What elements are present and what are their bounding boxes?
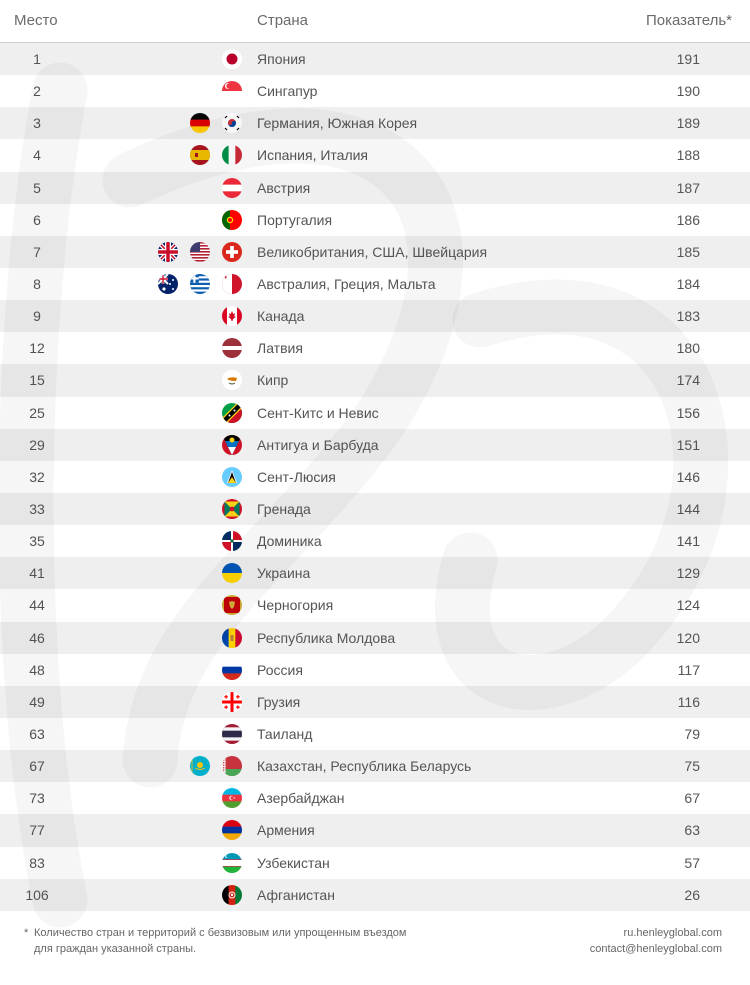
country-cell: Украина — [257, 565, 311, 582]
country-cell: Гренада — [257, 500, 311, 517]
country-cell: Кипр — [257, 372, 289, 389]
score-cell: 186 — [676, 211, 700, 228]
flag-lc-icon — [222, 467, 242, 487]
email-link[interactable]: contact@henleyglobal.com — [589, 943, 722, 955]
rank-cell: 41 — [29, 565, 45, 582]
contacts — [590, 925, 722, 957]
table-row — [0, 525, 750, 557]
country-cell: Португалия — [257, 211, 333, 228]
flag-af-icon — [222, 885, 242, 905]
score-cell: 129 — [676, 565, 700, 582]
flag-kz-icon — [190, 756, 210, 776]
rank-cell: 32 — [29, 468, 45, 485]
rank-cell: 15 — [29, 372, 45, 389]
flag-az-icon — [222, 788, 242, 808]
header-score: Показатель* — [645, 12, 732, 29]
score-cell: 146 — [676, 468, 700, 485]
country-cell: Таиланд — [257, 725, 313, 742]
rank-cell: 1 — [33, 51, 41, 67]
flag-jp-icon — [222, 49, 242, 69]
table-row — [0, 557, 750, 589]
score-cell: 79 — [684, 725, 700, 742]
rank-cell: 3 — [33, 115, 41, 132]
flag-ge-icon — [222, 692, 242, 712]
rank-cell: 67 — [29, 758, 45, 775]
country-cell: Канада — [257, 308, 305, 325]
country-cell: Черногория — [257, 597, 334, 614]
table-header — [0, 0, 750, 43]
table-row — [0, 750, 750, 782]
header-rank: Место — [14, 12, 58, 29]
footnote-line-1: Количество стран и территорий с безвизовым или упрощенным въездом — [34, 927, 407, 939]
country-cell: Испания, Италия — [257, 147, 369, 164]
rank-cell: 4 — [33, 147, 41, 164]
score-cell: 156 — [676, 404, 700, 421]
score-cell: 183 — [676, 308, 700, 325]
footnote-line-2: для граждан указанной страны. — [34, 943, 197, 955]
score-cell: 75 — [684, 758, 700, 775]
flag-md-icon — [222, 628, 242, 648]
country-cell: Республика Молдова — [257, 629, 396, 646]
score-cell: 184 — [676, 275, 700, 292]
flag-gd-icon — [222, 499, 242, 519]
country-cell: Доминика — [257, 533, 322, 550]
header-country: Страна — [257, 12, 309, 29]
rank-cell: 6 — [33, 211, 41, 228]
country-cell: Антигуа и Барбуда — [257, 436, 379, 453]
ranking-table — [0, 43, 750, 911]
rank-cell: 106 — [25, 886, 49, 903]
rank-cell: 9 — [33, 308, 41, 325]
score-cell: 124 — [676, 597, 700, 614]
rank-cell: 49 — [29, 693, 45, 710]
country-cell: Сингапур — [257, 83, 318, 100]
flag-mt-icon — [222, 274, 242, 294]
flag-gb-icon — [158, 242, 178, 262]
flag-us-icon — [190, 242, 210, 262]
flag-au-icon — [158, 274, 178, 294]
rank-cell: 44 — [29, 597, 45, 614]
flag-kn-icon — [222, 403, 242, 423]
rank-cell: 83 — [29, 854, 45, 871]
score-cell: 26 — [684, 886, 700, 903]
country-cell: Латвия — [257, 340, 303, 357]
flag-de-icon — [190, 113, 210, 133]
score-cell: 57 — [684, 854, 700, 871]
score-cell: 144 — [676, 500, 700, 517]
site-link[interactable]: ru.henleyglobal.com — [623, 927, 722, 939]
flag-me-icon — [222, 595, 242, 615]
table-row — [0, 782, 750, 814]
flag-ru-icon — [222, 660, 242, 680]
score-cell: 180 — [676, 340, 700, 357]
score-cell: 67 — [684, 790, 700, 807]
footnote-mark: * — [24, 927, 29, 939]
table-row — [0, 686, 750, 718]
table-row — [0, 397, 750, 429]
score-cell: 117 — [677, 661, 700, 678]
score-cell: 116 — [677, 693, 700, 710]
flag-dm-icon — [222, 531, 242, 551]
table-row — [0, 300, 750, 332]
rank-cell: 29 — [29, 436, 45, 453]
table-row — [0, 268, 750, 300]
country-cell: Казахстан, Республика Беларусь — [257, 758, 472, 775]
rank-cell: 25 — [29, 404, 45, 421]
rank-cell: 35 — [29, 533, 45, 550]
flag-ua-icon — [222, 563, 242, 583]
country-cell: Германия, Южная Корея — [257, 115, 418, 132]
table-row — [0, 204, 750, 236]
table-row — [0, 107, 750, 139]
flag-sg-icon — [222, 81, 242, 101]
score-cell: 191 — [676, 51, 700, 67]
table-row — [0, 654, 750, 686]
score-cell: 187 — [676, 179, 700, 196]
flag-am-icon — [222, 820, 242, 840]
score-cell: 188 — [676, 147, 700, 164]
flag-cy-icon — [222, 370, 242, 390]
rank-cell: 46 — [29, 629, 45, 646]
table-row — [0, 332, 750, 364]
table-row — [0, 75, 750, 107]
rank-cell: 7 — [33, 243, 41, 260]
table-row — [0, 589, 750, 621]
score-cell: 185 — [676, 243, 700, 260]
flag-ca-icon — [222, 306, 242, 326]
rank-cell: 12 — [29, 340, 45, 357]
table-row — [0, 236, 750, 268]
flag-uz-icon — [222, 853, 242, 873]
flag-ag-icon — [222, 435, 242, 455]
table-row — [0, 461, 750, 493]
table-row — [0, 429, 750, 461]
rank-cell: 33 — [29, 500, 45, 517]
table-row — [0, 172, 750, 204]
flag-at-icon — [222, 178, 242, 198]
flag-th-icon — [222, 724, 242, 744]
score-cell: 63 — [684, 822, 700, 839]
country-cell: Армения — [257, 822, 315, 839]
country-cell: Афганистан — [257, 886, 335, 903]
country-cell: Сент-Люсия — [257, 468, 336, 485]
flag-gr-icon — [190, 274, 210, 294]
rank-cell: 8 — [33, 275, 41, 292]
rank-cell: 48 — [29, 661, 45, 678]
country-cell: Сент-Китс и Невис — [257, 404, 379, 421]
flag-it-icon — [222, 145, 242, 165]
score-cell: 189 — [676, 115, 700, 132]
footnote — [26, 925, 426, 957]
table-row — [0, 364, 750, 396]
country-cell: Азербайджан — [257, 790, 345, 807]
country-cell: Узбекистан — [257, 854, 330, 871]
country-cell: Австралия, Греция, Мальта — [257, 275, 436, 292]
flag-ch-icon — [222, 242, 242, 262]
flag-es-icon — [190, 145, 210, 165]
table-row — [0, 493, 750, 525]
country-cell: Великобритания, США, Швейцария — [257, 243, 488, 260]
flag-lv-icon — [222, 338, 242, 358]
country-cell: Япония — [257, 51, 306, 67]
score-cell: 120 — [676, 629, 700, 646]
country-cell: Австрия — [257, 179, 311, 196]
table-row — [0, 43, 750, 75]
table-row — [0, 847, 750, 879]
rank-cell: 2 — [33, 83, 41, 100]
rank-cell: 77 — [29, 822, 45, 839]
flag-by-icon — [222, 756, 242, 776]
table-row — [0, 718, 750, 750]
table-row — [0, 814, 750, 846]
table-row — [0, 622, 750, 654]
score-cell: 174 — [676, 372, 700, 389]
score-cell: 190 — [676, 83, 700, 100]
flag-kr-icon — [222, 113, 242, 133]
rank-cell: 63 — [29, 725, 45, 742]
country-cell: Россия — [257, 661, 303, 678]
flag-pt-icon — [222, 210, 242, 230]
table-row — [0, 139, 750, 171]
country-cell: Грузия — [257, 693, 301, 710]
score-cell: 141 — [676, 533, 700, 550]
rank-cell: 5 — [33, 179, 41, 196]
score-cell: 151 — [676, 436, 700, 453]
rank-cell: 73 — [29, 790, 45, 807]
table-row — [0, 879, 750, 911]
